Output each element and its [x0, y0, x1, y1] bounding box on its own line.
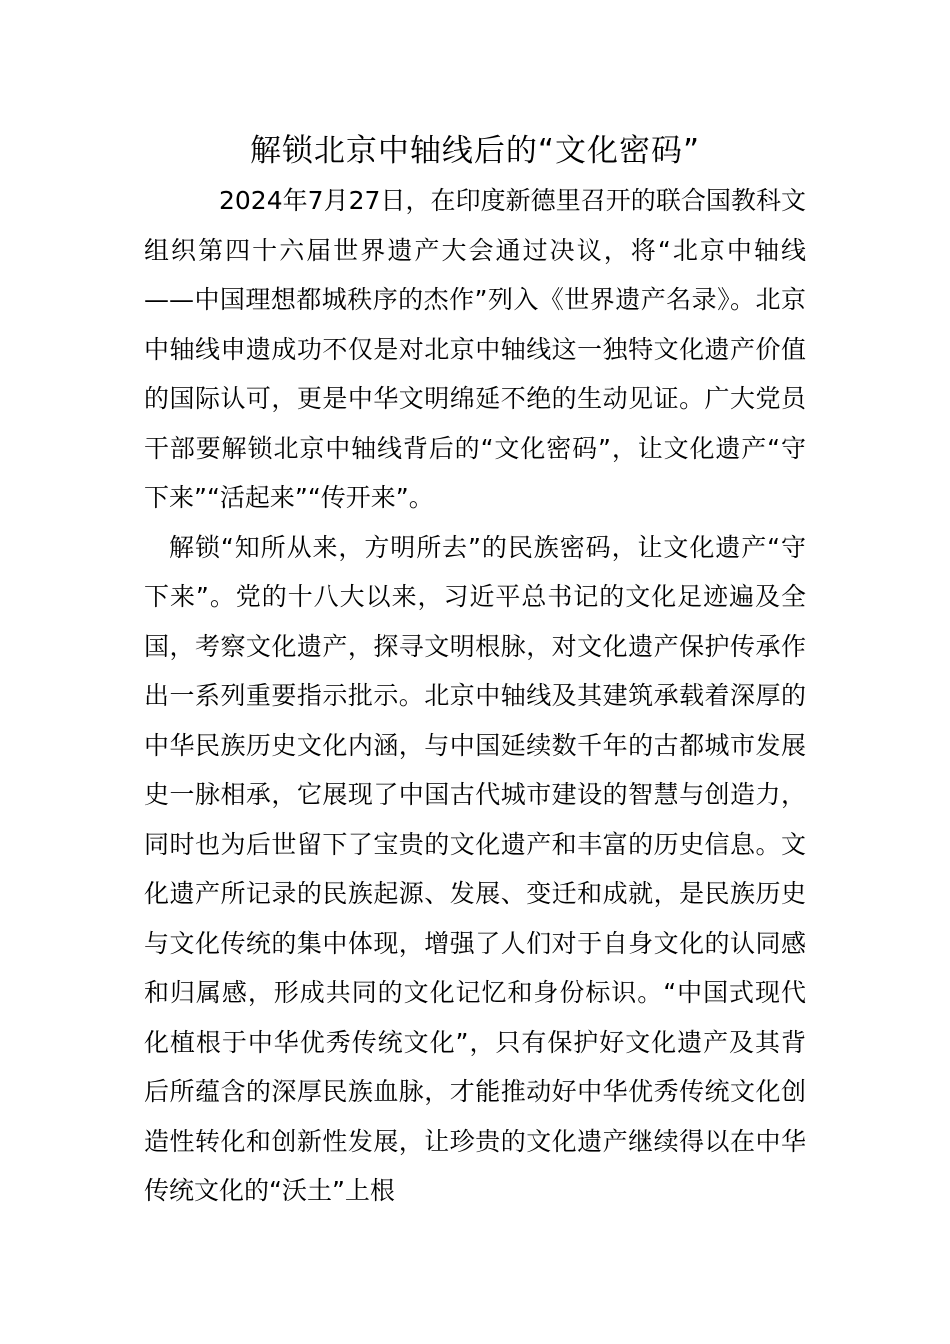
document-title: 解锁北京中轴线后的“文化密码” [249, 133, 701, 169]
paragraph-1: 2024年7月27日，在印度新德里召开的联合国教科文组织第四十六届世界遗产大会通过决议，将“北京中轴线——中国理想都城秩序的杰作”列入《世界遗产名录》。北京中轴线申遗成功不仅是对北京中轴线这一独特文化遗产价值的国际认可，更是中华文明绵延不绝的生动见证。广大党员干部要解锁北京中轴线背后的“文化密码”，让文化遗产“守下来”“活起来”“传开来”。 [144, 186, 806, 512]
paragraph-2: 解锁“知所从来，方明所去”的民族密码，让文化遗产“守下来”。党的十八大以来，习近平总书记的文化足迹遍及全国，考察文化遗产，探寻文明根脉，对文化遗产保护传承作出一系列重要指示批示。北京中轴线及其建筑承载着深厚的中华民族历史文化内涵，与中国延续数千年的古都城市发展史一脉相承，它展现了中国古代城市建设的智慧与创造力，同时也为后世留下了宝贵的文化遗产和丰富的历史信息。文化遗产所记录的民族起源、发展、变迁和成就，是民族历史与文化传统的集中体现，增强了人们对于自身文化的认同感和归属感，形成共同的文化记忆和身份标识。“中国式现代化植根于中华优秀传统文化”，只有保护好文化遗产及其背后所蕴含的深厚民族血脉，才能推动好中华优秀传统文化创造性转化和创新性发展，让珍贵的文化遗产继续得以在中华传统文化的“沃土”上根 [144, 532, 806, 1205]
document-body [144, 176, 806, 1216]
